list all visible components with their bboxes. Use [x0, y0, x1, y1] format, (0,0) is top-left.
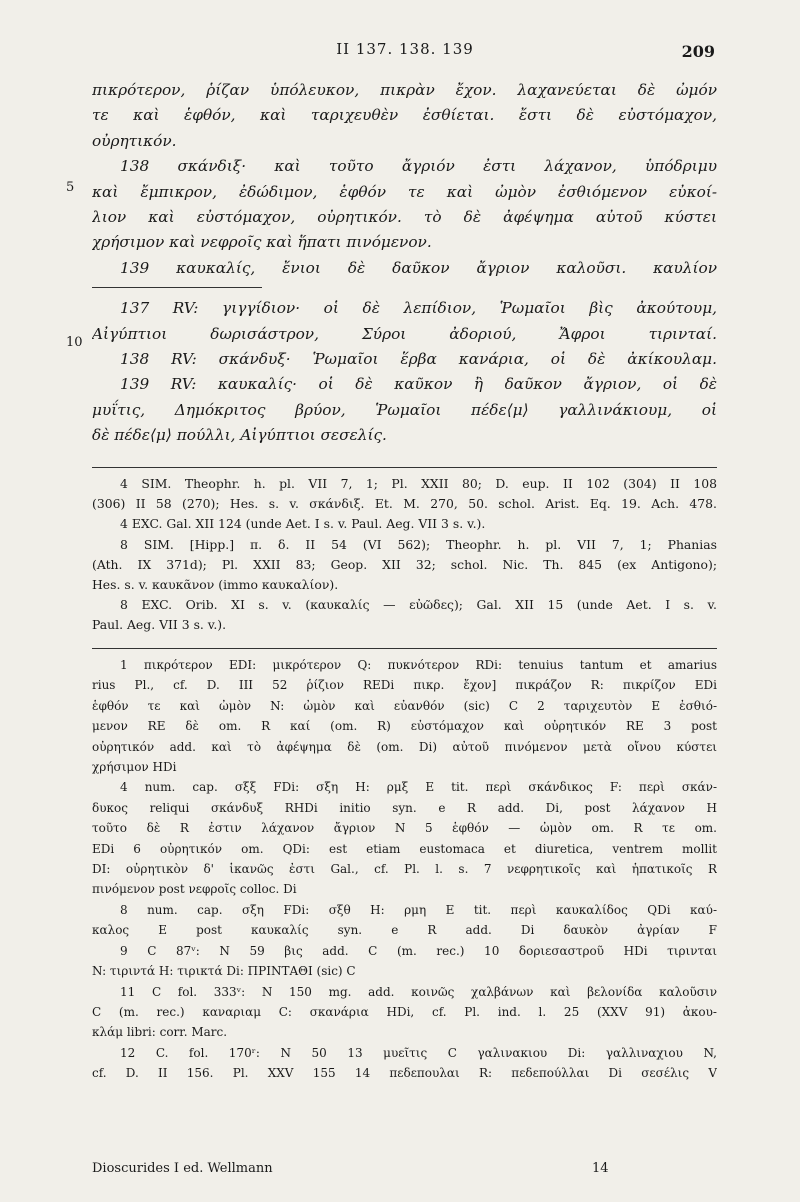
synonym-line-5: μυΐτις, Δημόκριτος βρύον, Ῥωμαῖοι πέδε⟨μ⟩ γαλλινάκιουμ, οἱ — [92, 400, 717, 419]
page-header — [95, 40, 715, 66]
apparatus-line: 11 C fol. 333ᵛ: N 150 mg. add. κοινῶς χαλβάνων καὶ βελονίδα καλοῦσιν — [120, 984, 717, 999]
printer-signature: Dioscurides I ed. Wellmann — [92, 1161, 273, 1176]
apparatus-line: EDi 6 οὐρητικόν om. QDi: est etiam eustomaca et diuretica, ventrem mollit — [92, 841, 717, 856]
apparatus-line: 1 πικρότερον EDI: μικρότερον Q: πυκνότερον RDi: tenuius tantum et amarius — [120, 658, 717, 672]
critical-apparatus — [92, 655, 717, 1084]
apparatus-line: καλος E post καυκαλίς syn. e R add. Di δαυκὸν ἀγρίαν F — [92, 923, 717, 938]
apparatus-line: τοῦτο δὲ R ἐστιν λάχανον ἄγριον N 5 ἑφθόν — ὠμὸν om. R τε om. — [92, 821, 717, 836]
apparatus-line: C (m. rec.) καναριαμ C: σκανάρια HDi, cf. Pl. ind. l. 25 (XXV 91) ἀκου- — [92, 1004, 717, 1019]
testimonia-line: (306) II 58 (270); Hes. s. v. σκάνδιξ. Et. M. 270, 50. schol. Arist. Eq. 19. Ach. 478. — [92, 496, 717, 512]
testimonia-line: (Ath. IX 371d); Pl. XXII 83; Geop. XII 32; schol. Nic. Th. 845 (ex Antigono); — [92, 556, 717, 572]
page-footer — [92, 1161, 717, 1191]
apparatus-line: χρήσιμον HDi — [92, 760, 177, 775]
apparatus-line: δυκος reliqui σκάνδυξ RHDi initio syn. e R add. Di, post λάχανον H — [92, 800, 717, 815]
text-line-4: 138 σκάνδιξ· καὶ τοῦτο ἄγριόν ἐστι λάχανον, ὑπόδριμυ — [120, 157, 717, 176]
text-line-8: 139 καυκαλίς, ἔνιοι δὲ δαῦκον ἄγριον καλοῦσι. καυλίον — [120, 258, 717, 277]
testimonia-line: 8 SIM. [Hipp.] π. δ. II 54 (VI 562); Theophr. h. pl. VII 7, 1; Phanias — [120, 536, 717, 552]
apparatus-line: cf. D. II 156. Pl. XXV 155 14 πεδεπουλαι R: πεδεπούλλαι Di σεσέλις V — [92, 1066, 717, 1081]
apparatus-line: 9 C 87ᵛ: N 59 βις add. C (m. rec.) 10 δοριεσαστροῦ HDi τιρινται — [120, 943, 717, 958]
testimonia-line: 4 EXC. Gal. XII 124 (unde Aet. I s. v. Paul. Aeg. VII 3 s. v.). — [120, 516, 486, 532]
text-line-5: καὶ ἔμπικρον, ἐδώδιμον, ἑφθόν τε καὶ ὠμὸν ἐσθιόμενον εὐκοί- — [92, 182, 717, 201]
synonym-line-2: Αἰγύπτιοι δωρισάστρον, Σύροι ἀδοριού, Ἄφροι τιρινταί. — [92, 324, 717, 343]
line-number-5: 5 — [66, 180, 75, 195]
synonym-line-3: 138 RV: σκάνδυξ· Ῥωμαῖοι ἕρβα κανάρια, οἱ δὲ ἀκίκουλαμ. — [120, 350, 717, 369]
section-divider — [92, 287, 262, 288]
apparatus-line: rius Pl., cf. D. III 52 ῥίζιον REDi πικρ. ἔχον] πικράζον R: πικρίζον EDi — [92, 678, 717, 693]
running-head: II 137. 138. 139 — [336, 40, 474, 58]
text-line-1: πικρότερον, ῥίζαν ὑπόλευκον, πικρὰν ἔχον. λαχανεύεται δὲ ὠμόν — [92, 81, 717, 99]
apparatus-rule — [92, 648, 717, 649]
synonym-line-4: 139 RV: καυκαλίς· οἱ δὲ καῦκον ἢ δαῦκον ἄγριον, οἱ δὲ — [120, 375, 717, 394]
testimonia-rule — [92, 467, 717, 468]
apparatus-line: κλάμ libri: corr. Marc. — [92, 1025, 228, 1040]
main-text — [92, 78, 717, 449]
apparatus-line: οὐρητικόν add. καὶ τὸ ἀφέψημα δὲ (om. Di) αὐτοῦ πινόμενον μετὰ οἴνου κύστει — [92, 739, 717, 754]
apparatus-line: μενον RE δὲ om. R καί (om. R) εὐστόμαχον καὶ οὐρητικόν RE 3 post — [92, 719, 717, 734]
apparatus-line: DI: οὐρητικὸν δ' ἱκανῶς ἐστι Gal., cf. Pl. l. s. 7 νεφρητικοῖς καὶ ἡπατικοῖς R — [92, 862, 717, 877]
testimonia-line: 8 EXC. Orib. XI s. v. (καυκαλίς — εὐῶδες); Gal. XII 15 (unde Aet. I s. v. — [120, 597, 717, 613]
apparatus-line: 8 num. cap. σξη FDi: σξθ H: ρμη E tit. περὶ καυκαλίδος QDi καύ- — [120, 902, 717, 917]
apparatus-line: πινόμενον post νεφροῖς colloc. Di — [92, 882, 297, 897]
line-number-10: 10 — [66, 335, 83, 350]
text-line-7: χρήσιμον καὶ νεφροῖς καὶ ἥπατι πινόμενον. — [92, 233, 432, 252]
apparatus-line: N: τιριντά H: τιρικτά Di: ΠΡΙΝΤΑΘΙ (sic) C — [92, 964, 356, 979]
synonym-line-6: δὲ πέδε⟨μ⟩ πούλλι, Αἰγύπτιοι σεσελίς. — [92, 426, 387, 445]
apparatus-line: 12 C. fol. 170ʳ: N 50 13 μυεῖτις C γαλινακιου Di: γαλλιναχιου N, — [120, 1045, 717, 1060]
text-line-6: λιον καὶ εὐστόμαχον, οὐρητικόν. τὸ δὲ ἀφέψημα αὐτοῦ κύστει — [92, 208, 717, 227]
testimonia-line: 4 SIM. Theophr. h. pl. VII 7, 1; Pl. XXII 80; D. eup. II 102 (304) II 108 — [120, 476, 717, 491]
apparatus-line: ἑφθόν τε καὶ ὠμὸν N: ὠμὸν καὶ εὐανθόν (sic) C 2 ταριχευτὸν E ἐσθιό- — [92, 698, 717, 713]
testimonia-block — [92, 474, 717, 636]
sheet-number: 14 — [592, 1161, 609, 1176]
text-line-2: τε καὶ ἑφθόν, καὶ ταριχευθὲν ἐσθίεται. ἔστι δὲ εὐστόμαχον, — [92, 106, 717, 125]
testimonia-line: Hes. s. v. καυκᾶνον (immo καυκαλίον). — [92, 577, 339, 593]
text-line-3: οὐρητικόν. — [92, 131, 177, 150]
testimonia-line: Paul. Aeg. VII 3 s. v.). — [92, 617, 227, 633]
synonym-line-1: 137 RV: γιγγίδιον· οἱ δὲ λεπίδιον, Ῥωμαῖοι βὶς ἀκούτουμ, — [120, 299, 717, 318]
apparatus-line: 4 num. cap. σξξ FDi: σξη H: ρμξ E tit. περὶ σκάνδικος F: περὶ σκάν- — [120, 780, 717, 795]
page-number: 209 — [681, 42, 715, 61]
